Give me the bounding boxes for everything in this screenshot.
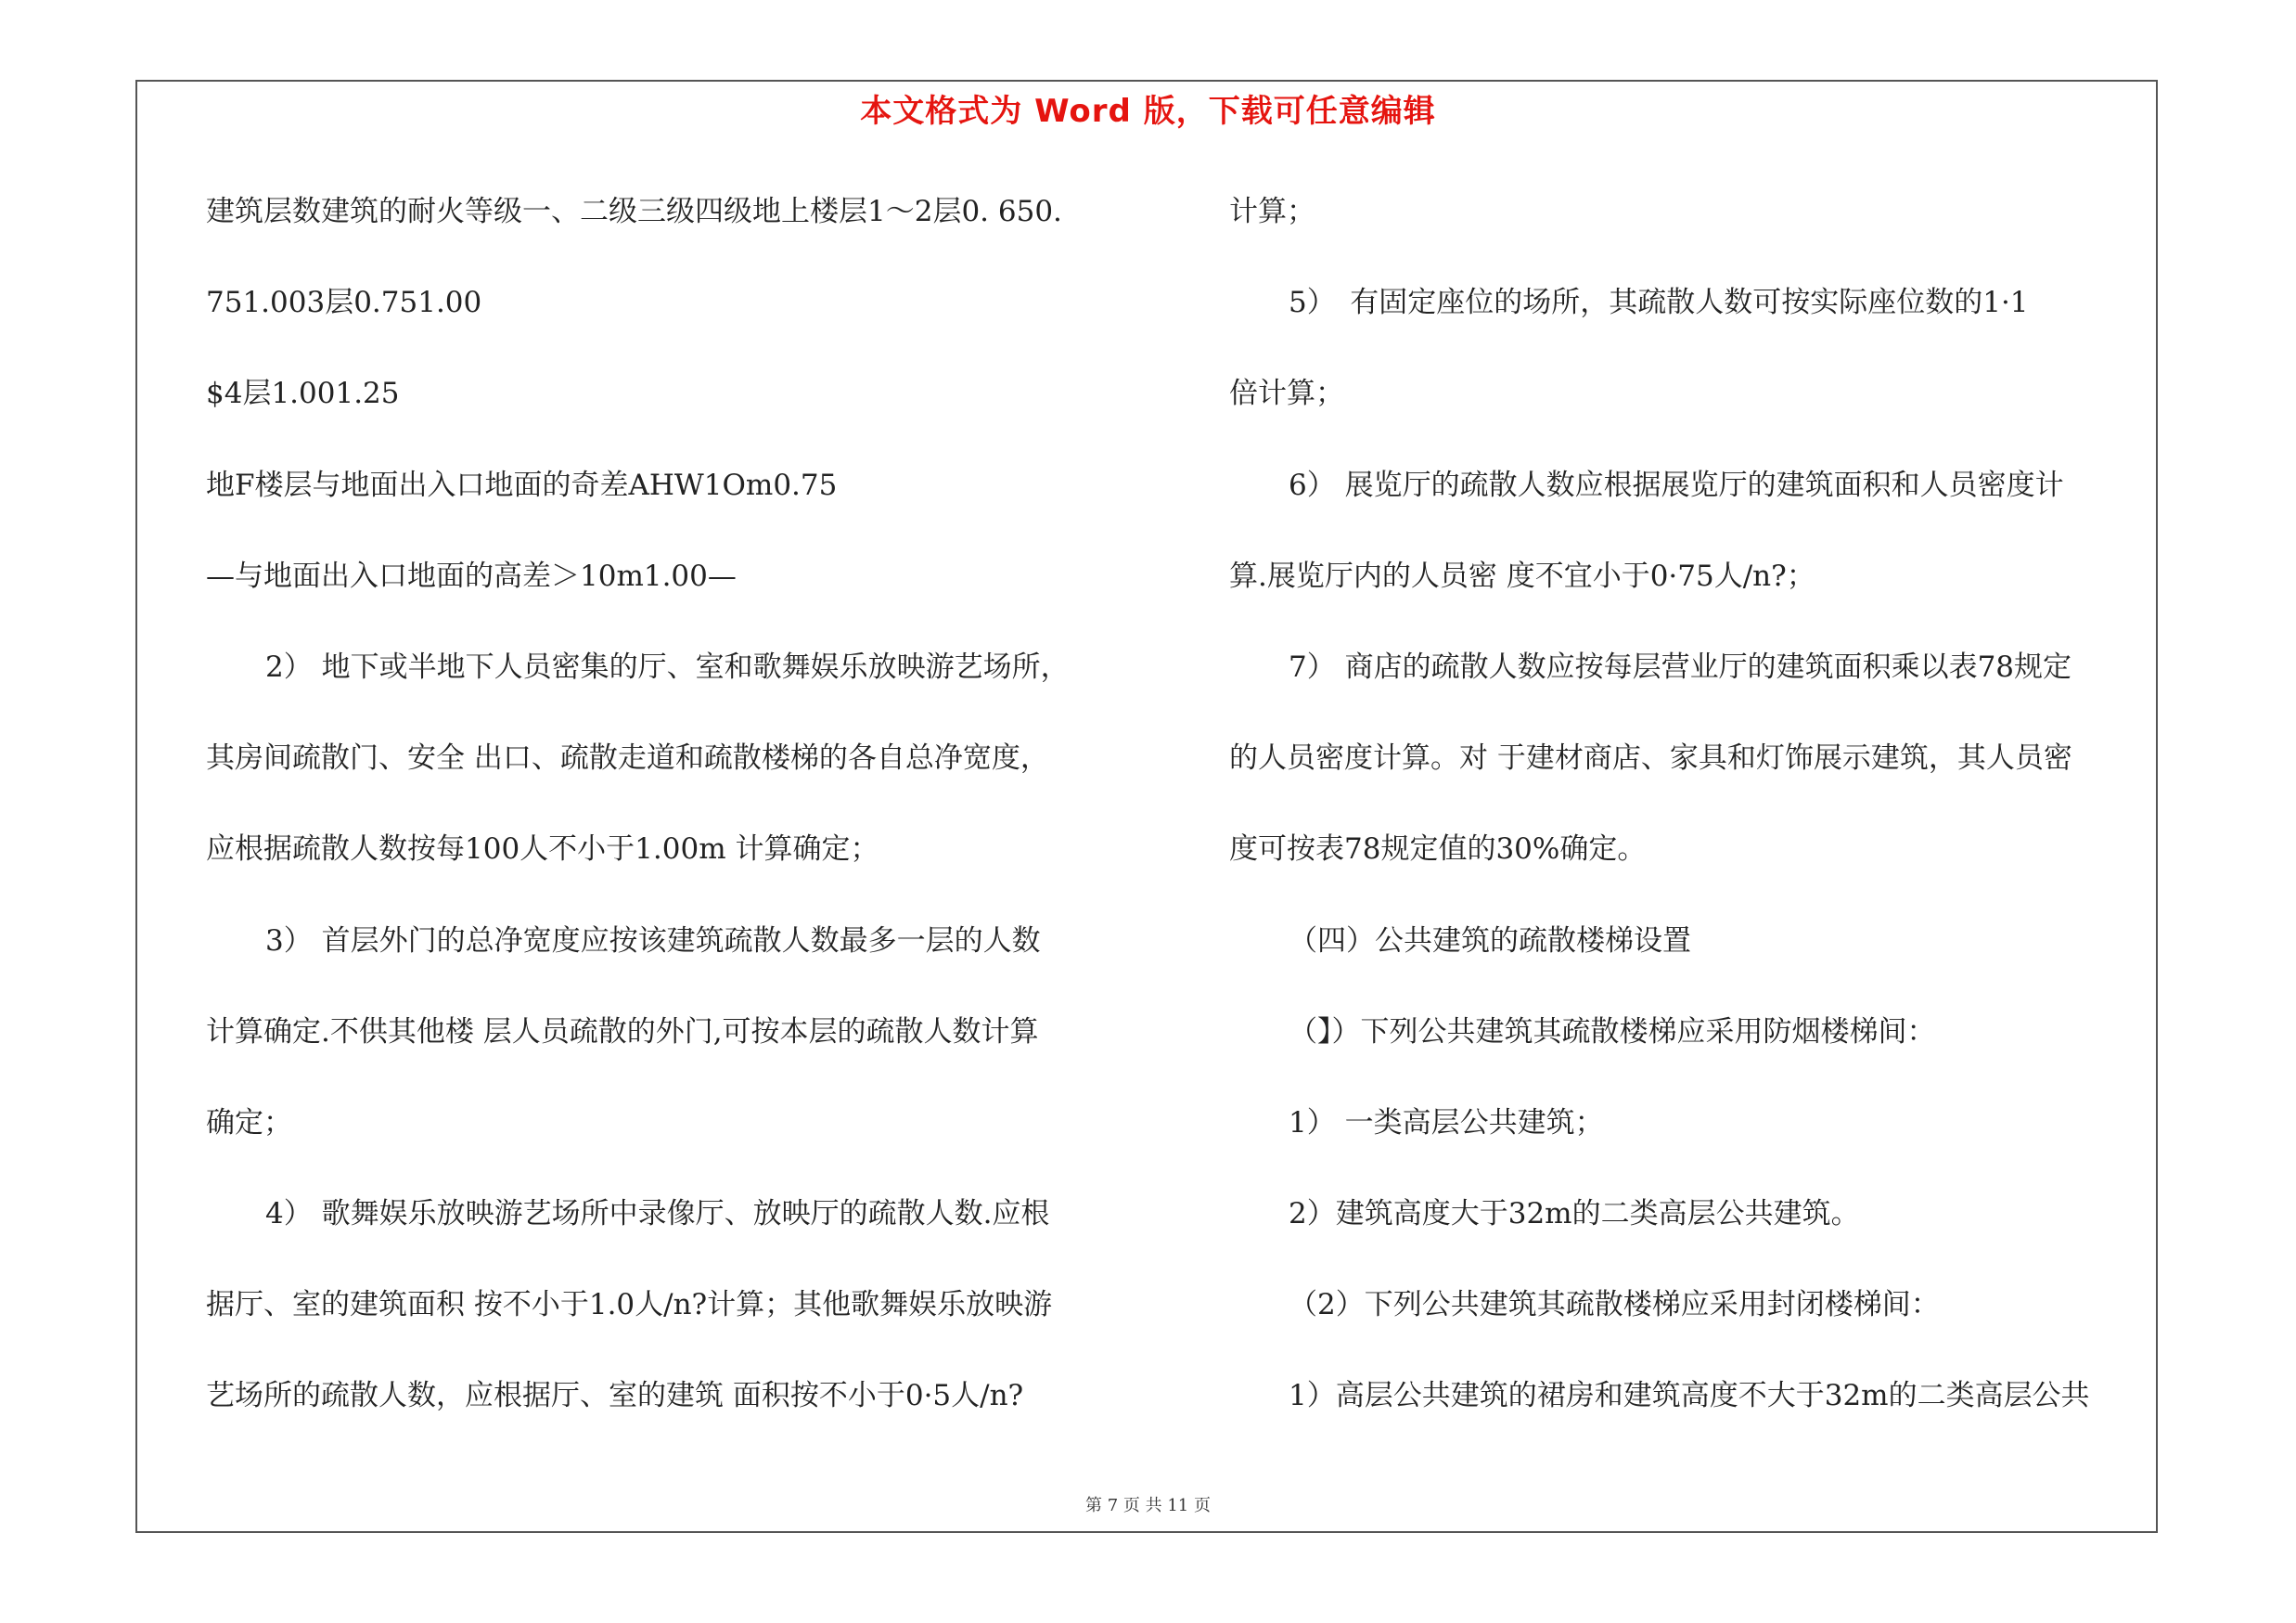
text-line: （四）公共建筑的疏散楼梯设置 — [1289, 923, 1691, 958]
text-line: 度可按表78规定值的30%确定。 — [1229, 832, 1647, 867]
right-text-column — [1229, 182, 2149, 1458]
text-line: 计算； — [1229, 195, 1315, 228]
text-line: 751.003层0.751.00 — [206, 286, 482, 320]
text-line: 2）建筑高度大于32m的二类高层公共建筑。 — [1289, 1197, 1860, 1231]
text-line: 1）高层公共建筑的裙房和建筑高度不大于32m的二类高层公共 — [1289, 1379, 2090, 1413]
text-line: 算.展览厅内的人员密 度不宜小于0·75人/n?； — [1229, 559, 1815, 593]
text-line: 艺场所的疏散人数，应根据厅、室的建筑 面积按不小于0·5人/n? — [206, 1379, 1024, 1413]
text-line: 计算确定.不供其他楼 层人员疏散的外门,可按本层的疏散人数计算 — [206, 1014, 1039, 1049]
editable-word-banner: 本文格式为 Word 版，下载可任意编辑 — [860, 93, 1436, 130]
text-line: 5） 有固定座位的场所，其疏散人数可按实际座位数的1·1 — [1289, 286, 2029, 320]
text-line: 6） 展览厅的疏散人数应根据展览厅的建筑面积和人员密度计 — [1289, 468, 2064, 502]
text-line: 应根据疏散人数按每100人不小于1.00m 计算确定； — [206, 832, 879, 867]
text-line: （】）下列公共建筑其疏散楼梯应采用防烟楼梯间： — [1289, 1014, 1936, 1049]
page-number-footer: 第 7 页 共 11 页 — [1085, 1496, 1211, 1515]
text-line: 2） 地下或半地下人员密集的厅、室和歌舞娱乐放映游艺场所， — [265, 650, 1070, 684]
text-line: 据厅、室的建筑面积 按不小于1.0人/n?计算；其他歌舞娱乐放映游 — [206, 1288, 1053, 1322]
text-line: 确定； — [206, 1105, 292, 1140]
text-line: 7） 商店的疏散人数应按每层营业厅的建筑面积乘以表78规定 — [1289, 650, 2072, 684]
text-line: 其房间疏散门、安全 出口、疏散走道和疏散楼梯的各自总净宽度， — [206, 741, 1049, 776]
text-line: 1） 一类高层公共建筑； — [1289, 1105, 1604, 1140]
text-line: $4层1.001.25 — [206, 377, 400, 411]
text-line: 3） 首层外门的总净宽度应按该建筑疏散人数最多一层的人数 — [265, 923, 1041, 958]
text-line: 4） 歌舞娱乐放映游艺场所中录像厅、放映厅的疏散人数.应根 — [265, 1197, 1050, 1231]
text-line: 倍计算； — [1229, 377, 1344, 411]
text-line: 的人员密度计算。对 于建材商店、家具和灯饰展示建筑，其人员密 — [1229, 741, 2072, 776]
text-line: 建筑层数建筑的耐火等级一、二级三级四级地上楼层1〜2层0. 650. — [206, 195, 1062, 228]
text-line: 地F楼层与地面出入口地面的奇差AHW1Om0.75 — [206, 468, 838, 502]
text-line: —与地面出入口地面的高差＞10m1.00— — [206, 559, 737, 593]
left-text-column — [206, 182, 1161, 1458]
text-line: （2）下列公共建筑其疏散楼梯应采用封闭楼梯间： — [1289, 1288, 1940, 1322]
